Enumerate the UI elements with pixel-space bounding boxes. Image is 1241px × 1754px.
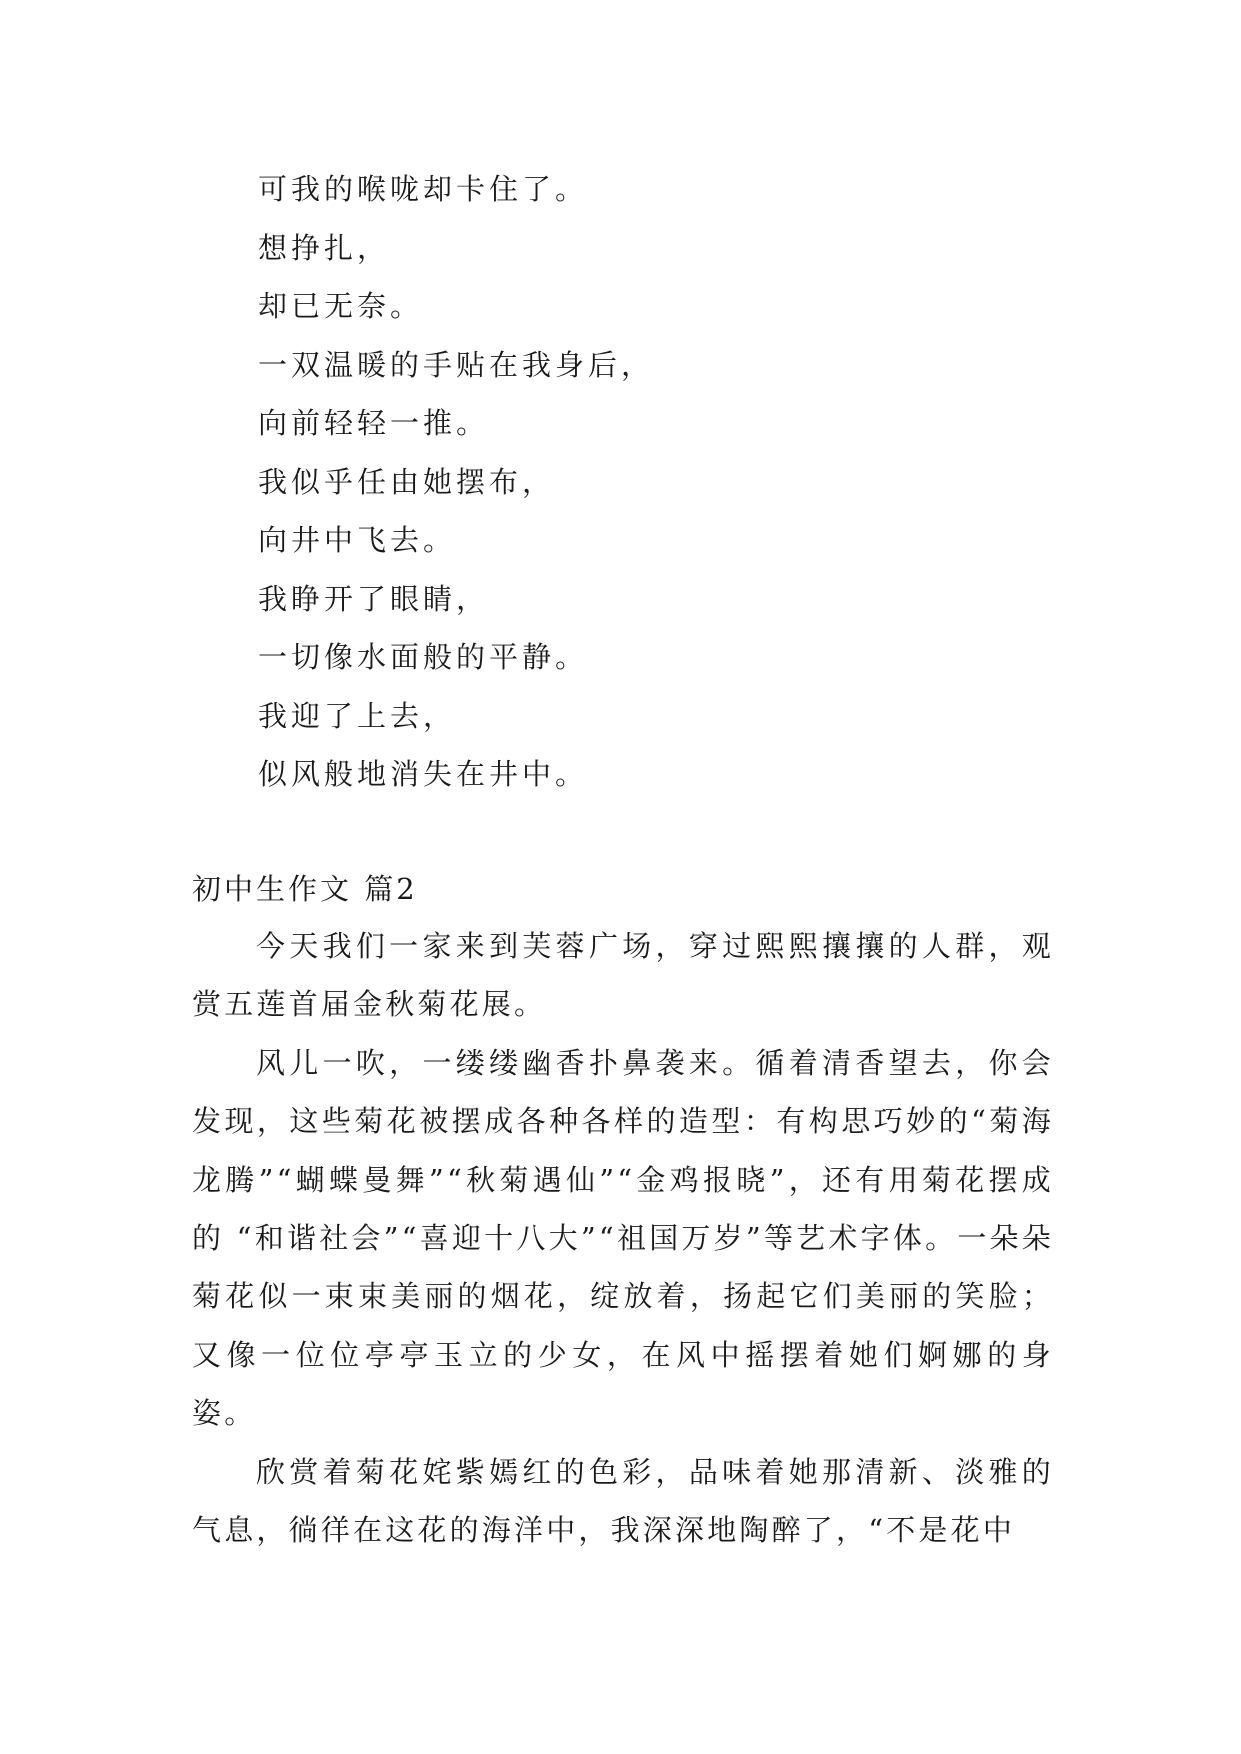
poem-line: 想挣扎，	[258, 230, 391, 265]
section-title: 初中生作文 篇2	[192, 872, 418, 906]
poem-line: 一双温暖的手贴在我身后，	[258, 347, 655, 382]
poem-line: 向井中飞去。	[258, 523, 457, 557]
essay-paragraph: 今天我们一家来到芙蓉广场，穿过熙熙攘攘的人群，观赏五莲首届金秋菊花展。	[192, 929, 1054, 1022]
poem-line: 我睁开了眼睛，	[258, 581, 490, 616]
poem-line: 似风般地消失在井中。	[258, 757, 589, 791]
essay-paragraph: 风儿一吹，一缕缕幽香扑鼻袭来。循着清香望去，你会发现，这些菊花被摆成各种各样的造型：有构思巧妙的“菊海龙腾”“蝴蝶曼舞”“秋菊遇仙”“金鸡报晓”，还有用菊花摆成的 “和谐社会”“喜迎十八大”“祖国万岁”等艺术字体。一朵朵菊花似一束束美丽的烟花，绽放着，扬起它们美丽的笑脸；又像一位位亭亭玉立的少女，在风中摇摆着她们婀娜的身姿。	[192, 1045, 1054, 1431]
poem-block	[258, 160, 654, 804]
essay-body	[192, 917, 1054, 1559]
poem-line: 我迎了上去，	[258, 698, 457, 733]
poem-line: 我似乎任由她摆布，	[258, 464, 556, 499]
poem-line: 可我的喉咙却卡住了。	[258, 172, 589, 206]
essay-paragraph: 欣赏着菊花姹紫嫣红的色彩，品味着她那清新、淡雅的气息，徜徉在这花的海洋中，我深深地陶醉了，“不是花中	[192, 1454, 1054, 1548]
poem-line: 一切像水面般的平静。	[258, 640, 589, 674]
poem-line: 却已无奈。	[258, 289, 424, 323]
poem-line: 向前轻轻一推。	[258, 406, 490, 440]
